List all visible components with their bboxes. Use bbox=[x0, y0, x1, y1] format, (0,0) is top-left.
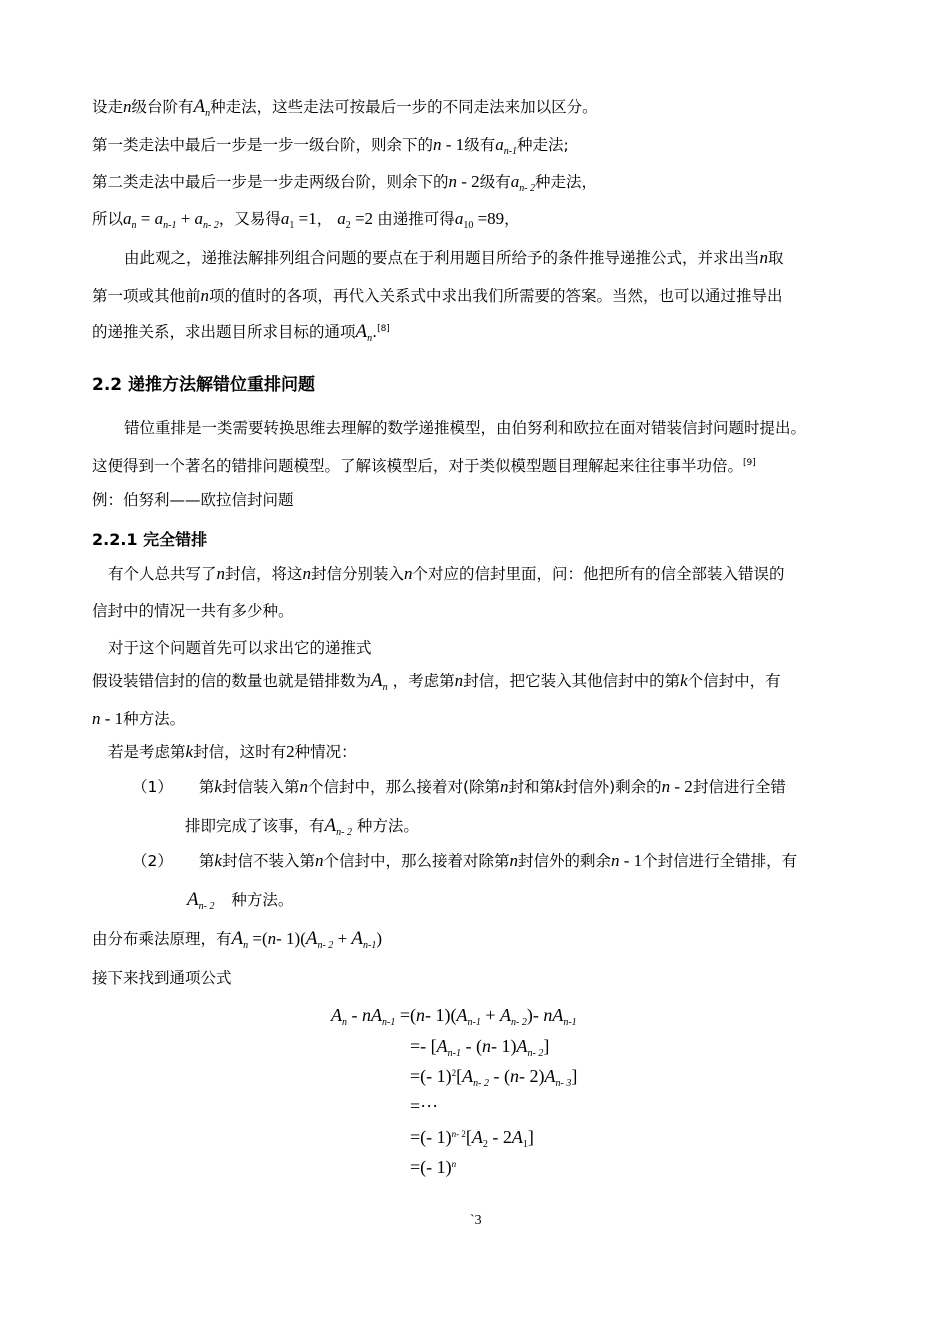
text-line: 接下来找到通项公式 bbox=[92, 969, 232, 987]
text-line: n - 1种方法。 bbox=[92, 709, 186, 728]
case-1-cont: 排即完成了该事，有$A_{n- 2}$ 种方法。 bbox=[185, 815, 419, 838]
subsection-heading: 2.2.1 完全错排 bbox=[92, 530, 208, 549]
text-line: 第一类走法中最后一步是一步一级台阶，则余下的n - 1级有$a_{n-1}$种走法; bbox=[92, 135, 569, 157]
text-line: 有个人总共写了n封信，将这n封信分别装入n个对应的信封里面，问：他把所有的信全部装入错误的 bbox=[108, 564, 785, 583]
case-2: （2） 第k封信不装入第n个信封中，那么接着对除第n封信外的剩余n - 1个封信进行全错排，有 bbox=[132, 851, 798, 870]
text-line: 所以$a_n = a_{n-1} + a_{n- 2}$，又易得$a_1 =1$， $a_2 =2$ 由递推可得$a_{10} =89$， bbox=[92, 209, 520, 231]
case-2-cont: $A_{n- 2}$ 种方法。 bbox=[187, 889, 294, 912]
text-line: 的递推关系，求出题目所求目标的通项$A_n.[8]$ bbox=[92, 321, 390, 344]
page-number: `3 bbox=[470, 1213, 482, 1228]
text-line: 假设装错信封的信的数量也就是错排数为$A_n$ ，考虑第n封信，把它装入其他信封中的第k个信封中，有 bbox=[92, 670, 781, 693]
text-line: 若是考虑第k封信，这时有2种情况： bbox=[108, 742, 357, 761]
text-line: 例：伯努利——欧拉信封问题 bbox=[92, 491, 294, 509]
equation-line-2: =- [$A_{n-1} - (n-$ $1)A_{n- 2}$] bbox=[410, 1036, 550, 1059]
text-line: 由分布乘法原理，有$A_n =(n-$ $1)(A_{n- 2} + A_{n-1})$ bbox=[92, 928, 383, 951]
text-line: 错位重排是一类需要转换思维去理解的数学递推模型，由伯努利和欧拉在面对错装信封问题时提出。 bbox=[124, 419, 807, 437]
equation-line-1: $A_n - nA_{n-1} =(n-$ $1)(A_{n-1} + A_{n- 2})-$ $nA_{n-1}$ bbox=[331, 1005, 577, 1028]
text-line: 由此观之，递推法解排列组合问题的要点在于利用题目所给予的条件推导递推公式，并求出当n取 bbox=[124, 248, 784, 267]
equation-line-3: =(- $1)^2[A_{n- 2} - (n-$ $2)A_{n- 3}$] bbox=[410, 1066, 578, 1089]
equation-line-5: =(- $1)^{n- 2}[A_2 - 2A_1]$ bbox=[410, 1127, 534, 1150]
text-line: 这便得到一个著名的错排问题模型。了解该模型后，对于类似模型题目理解起来往往事半功倍。[9] bbox=[92, 457, 756, 475]
text-line: 第一项或其他前n项的值时的各项，再代入关系式中求出我们所需要的答案。当然，也可以通过推导出 bbox=[92, 286, 783, 305]
text-line: 设走n级台阶有$A_n$种走法，这些走法可按最后一步的不同走法来加以区分。 bbox=[92, 96, 598, 119]
equation-line-6: =(- 1)$^n$ bbox=[410, 1157, 457, 1177]
case-1: （1） 第k封信装入第n个信封中，那么接着对(除第n封和第k封信外)剩余的n - 2封信进行全错 bbox=[132, 777, 786, 796]
text-line: 信封中的情况一共有多少种。 bbox=[92, 602, 294, 620]
equation-line-4: =··· bbox=[410, 1096, 439, 1116]
section-heading: 2.2 递推方法解错位重排问题 bbox=[92, 375, 316, 395]
text-line: 对于这个问题首先可以求出它的递推式 bbox=[108, 639, 372, 657]
text-line: 第二类走法中最后一步是一步走两级台阶，则余下的n - 2级有$a_{n- 2}$种走法， bbox=[92, 172, 598, 194]
